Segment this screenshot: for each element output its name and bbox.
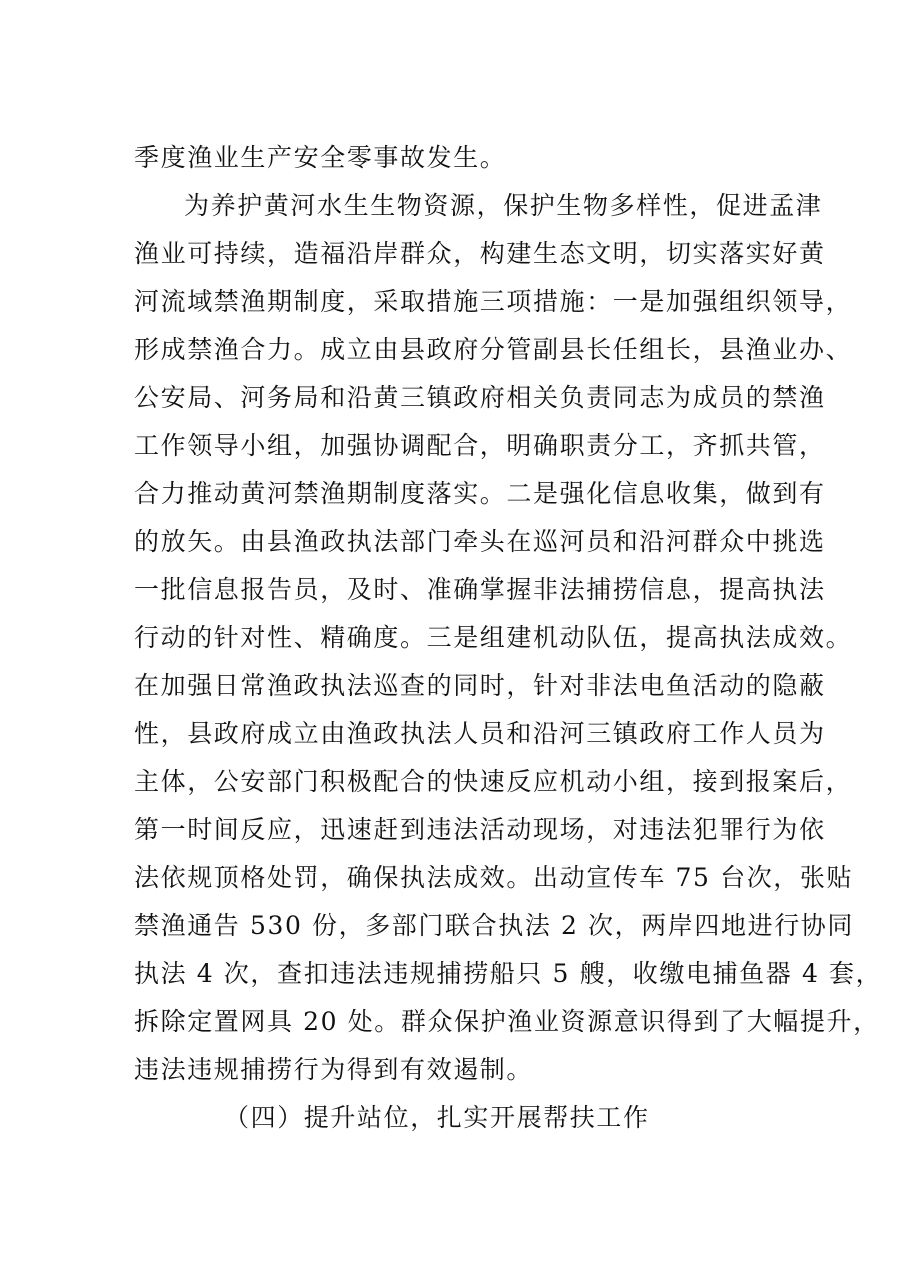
text-line-6: 公安局、河务局和沿黄三镇政府相关负责同志为成员的禁渔: [134, 383, 826, 412]
text-line-11: 行动的针对性、精确度。三是组建机动队伍，提高执法成效。: [134, 623, 853, 652]
text-line-17: 禁渔通告 530 份，多部门联合执法 2 次，两岸四地进行协同: [134, 911, 855, 940]
text-line-8: 合力推动黄河禁渔期制度落实。二是强化信息收集，做到有: [134, 479, 826, 508]
text-line-2: 为养护黄河水生生物资源，保护生物多样性，促进孟津: [184, 191, 823, 220]
text-line-19: 拆除定置网具 20 处。群众保护渔业资源意识得到了大幅提升，: [134, 1007, 880, 1036]
text-line-5: 形成禁渔合力。成立由县政府分管副县长任组长，县渔业办、: [134, 335, 853, 364]
text-line-13: 性，县政府成立由渔政执法人员和沿河三镇政府工作人员为: [134, 719, 826, 748]
text-line-20: 违法违规捕捞行为得到有效遏制。: [134, 1055, 534, 1084]
text-line-7: 工作领导小组，加强协调配合，明确职责分工，齐抓共管，: [134, 431, 826, 460]
text-line-1: 季度渔业生产安全零事故发生。: [134, 143, 507, 172]
text-line-12: 在加强日常渔政执法巡查的同时，针对非法电鱼活动的隐蔽: [134, 671, 826, 700]
text-line-4: 河流域禁渔期制度，采取措施三项措施：一是加强组织领导，: [134, 287, 853, 316]
section-heading: （四）提升站位，扎实开展帮扶工作: [224, 1103, 650, 1132]
text-line-15: 第一时间反应，迅速赶到违法活动现场，对违法犯罪行为依: [134, 815, 826, 844]
text-line-3: 渔业可持续，造福沿岸群众，构建生态文明，切实落实好黄: [134, 239, 826, 268]
text-line-16: 法依规顶格处罚，确保执法成效。出动宣传车 75 台次，张贴: [134, 863, 854, 892]
text-line-18: 执法 4 次，查扣违法违规捕捞船只 5 艘，收缴电捕鱼器 4 套，: [134, 959, 883, 988]
text-line-14: 主体，公安部门积极配合的快速反应机动小组，接到报案后，: [134, 767, 853, 796]
text-line-9: 的放矢。由县渔政执法部门牵头在巡河员和沿河群众中挑选: [134, 527, 826, 556]
text-line-10: 一批信息报告员，及时、准确掌握非法捕捞信息，提高执法: [134, 575, 826, 604]
